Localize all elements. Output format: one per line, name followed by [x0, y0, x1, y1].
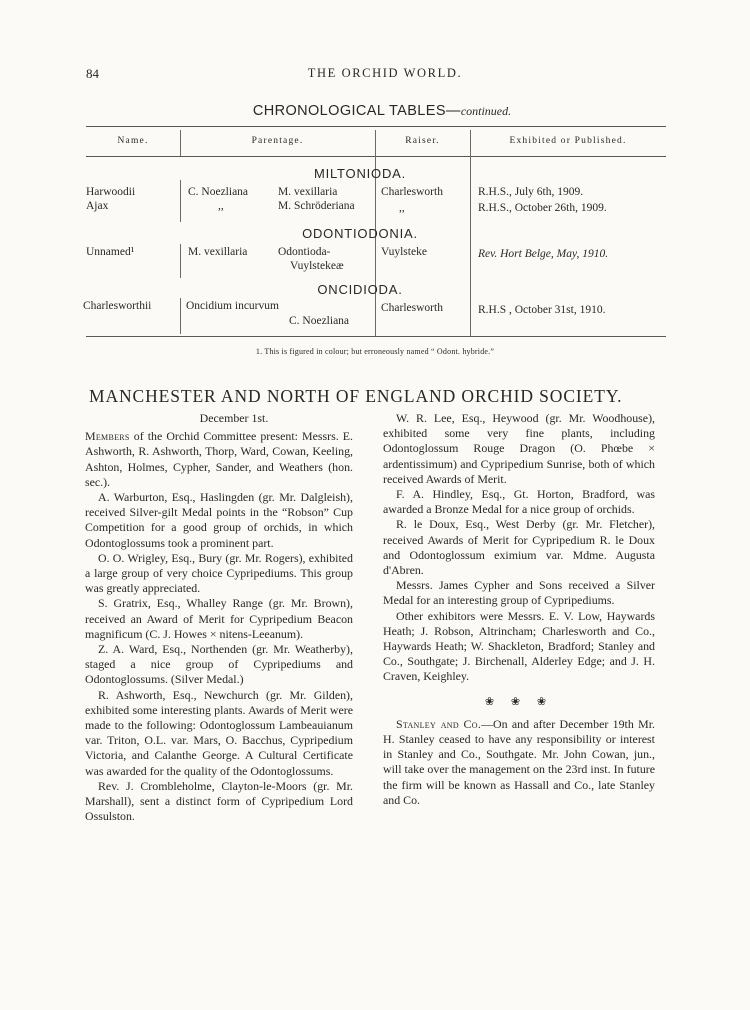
genus-heading: MILTONIODA. — [313, 166, 407, 181]
hybrid-name: Charlesworthii — [83, 300, 152, 312]
article-right-column — [383, 411, 655, 808]
genus-heading: ODONTIODONIA. — [302, 226, 418, 241]
article-left-column — [85, 411, 353, 824]
table-header-rule — [86, 156, 666, 157]
paragraph: Messrs. James Cypher and Sons received a Silver Medal for an interesting group of Cypripediums. — [383, 578, 655, 608]
notice-lead: Stanley and Co. — [396, 716, 482, 731]
parent-seed: Oncidium incurvum — [186, 300, 279, 312]
genus-heading: ONCIDIODA. — [317, 282, 403, 297]
table-title: CHRONOLOGICAL TABLES—continued. — [252, 103, 512, 119]
paragraph: A. Warburton, Esq., Haslingden (gr. Mr. Dalgleish), received Silver-gilt Medal points in the “Robson” Cup Competition for a good group of orchids, in which Odontoglossums took a prominent part. — [85, 490, 353, 550]
parent-seed: C. Noezliana — [188, 186, 249, 198]
paragraph: Z. A. Ward, Esq., Northenden (gr. Mr. Weatherby), staged a nice group of Cypripediums and Odontoglossums. (Silver Medal.) — [85, 642, 353, 687]
table-bottom-rule — [86, 336, 666, 337]
paragraph: Other exhibitors were Messrs. E. V. Low, Haywards Heath; J. Robson, Altrincham; Charlesworth and Co., Haywards Heath; W. Shackleton, Bradford; Stanley and Co., Southgate; J. Birchenall, Alderley Edge; and J. H. Craven, Keighley. — [383, 608, 655, 684]
parent-pollen: C. Noezliana — [289, 315, 350, 327]
exhibited: R.H.S., July 6th, 1909. — [478, 186, 584, 198]
raiser: Vuylsteke — [381, 246, 427, 258]
parent-pollen-cont: Vuylstekeæ — [290, 260, 344, 272]
table-col-divider-1c — [180, 244, 181, 278]
raiser: Charlesworth — [381, 186, 443, 198]
exhibited: Rev. Hort Belge, May, 1910. — [478, 248, 609, 260]
page-number: 84 — [86, 66, 99, 81]
article-title: MANCHESTER AND NORTH OF ENGLAND ORCHID SOCIETY. — [89, 386, 623, 406]
paragraph: F. A. Hindley, Esq., Gt. Horton, Bradford, was awarded a Bronze Medal for a nice group of orchids. — [383, 487, 655, 517]
paragraph-text: of the Orchid Committee present: Messrs. E. Ashworth, R. Ashworth, Thorp, Ward, Cowan, Keeling, Ashton, Holmes, Cypher, Sander, and Weathers (hon. sec.). — [85, 429, 353, 489]
col-header-parentage: Parentage. — [251, 136, 304, 146]
col-header-exhibited: Exhibited or Published. — [509, 136, 627, 146]
parent-pollen: M. vexillaria — [278, 186, 338, 198]
paragraph: W. R. Lee, Esq., Heywood (gr. Mr. Woodhouse), exhibited some very fine plants, including Odontoglossum Rouge Dragon (O. Phœbe × ardentissimum) and Cypripedium Sunrise, both of which received Awards of Merit. — [383, 411, 655, 486]
running-title: THE ORCHID WORLD. — [307, 66, 463, 80]
notice-text: —On and after December 19th Mr. H. Stanley ceased to have any responsibility or interest in Stanley and Co., Southgate. Mr. John Cowan, jun., will take over the management on the 23rd inst. In future the firm will be known as Hassall and Co., late Stanley and Co. — [383, 716, 655, 807]
paragraph: R. le Doux, Esq., West Derby (gr. Mr. Fletcher), received Awards of Merit for Cypripedium R. le Doux and Odontoglossum eximium var. Mdme. Augusta d'Abren. — [383, 517, 655, 578]
hybrid-name: Ajax — [86, 200, 109, 212]
table-top-rule — [86, 126, 666, 127]
paragraph: O. O. Wrigley, Esq., Bury (gr. Mr. Rogers), exhibited a large group of very choice Cypripediums. This group was greatly appreciated. — [85, 550, 353, 596]
dateline: December 1st. — [199, 411, 269, 425]
raiser: Charlesworth — [381, 302, 443, 314]
raiser: ,, — [399, 202, 405, 214]
table-footnote: 1. This is figured in colour; but erroneously named “ Odont. hybride.” — [255, 347, 495, 356]
table-title-suffix: continued. — [460, 104, 512, 118]
notice-paragraph — [383, 717, 655, 808]
section-ornament: ❀ ❀ ❀ — [484, 695, 554, 708]
table-col-divider-1d — [180, 298, 181, 334]
col-header-raiser: Raiser. — [405, 136, 440, 146]
paragraph-lead: Members — [85, 429, 130, 444]
hybrid-name: Unnamed¹ — [86, 246, 135, 258]
exhibited: R.H.S , October 31st, 1910. — [478, 304, 606, 316]
paragraph: Rev. J. Crombleholme, Clayton-le-Moors (gr. Mr. Marshall), sent a distinct form of Cypripedium Lord Ossulston. — [85, 778, 353, 824]
hybrid-name: Harwoodii — [86, 186, 136, 198]
col-header-name: Name. — [117, 136, 149, 146]
parent-pollen: M. Schröderiana — [278, 200, 355, 212]
parent-pollen: Odontioda- — [278, 246, 331, 258]
parent-seed: ,, — [218, 200, 224, 212]
paragraph: R. Ashworth, Esq., Newchurch (gr. Mr. Gilden), exhibited some interesting plants. Awards of Merit were made to the following: Odontoglossum Lambeauianum var. Triton, O.L. var. Mars, O. Bacchus, Cypripedium Victoria, and Calanthe George. A Cultural Certificate was awarded for the quality of the Odontoglossums. — [85, 687, 353, 778]
parent-seed: M. vexillaria — [188, 246, 248, 258]
table-col-divider-1b — [180, 180, 181, 222]
table-title-main: CHRONOLOGICAL TABLES — [252, 103, 446, 119]
paragraph — [85, 429, 353, 490]
paragraph: S. Gratrix, Esq., Whalley Range (gr. Mr. Brown), received an Award of Merit for Cypripedium Beacon magnificum (C. J. Howes × nitens-Leeanum). — [85, 596, 353, 641]
exhibited: R.H.S., October 26th, 1909. — [478, 202, 607, 214]
